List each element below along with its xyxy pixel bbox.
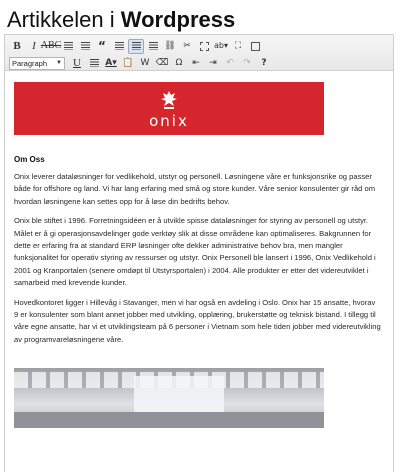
bullet-list-icon — [64, 42, 73, 50]
help-button[interactable]: ? — [261, 57, 267, 68]
kitchen-sink-icon — [251, 42, 260, 51]
redo-button[interactable]: ↷ — [243, 57, 251, 68]
photo-window — [134, 376, 224, 416]
align-right-button[interactable] — [145, 39, 161, 54]
more-tag-icon — [200, 42, 209, 51]
content-paragraph: Hovedkontoret ligger i Hillevåg i Stavanger, men vi har også en avdeling i Oslo. Onix har 15 ansatte, hvorav 9 er konsulenter som blant annet jobber med utvikling, opplæring, brukerstøtte og teknisk bistand. I tillegg til våre egne ansatte, har vi et utviklingsteam på 6 personer i Vietnam som hele tiden jobber med videreutvikling av programvareløsningene våre. — [14, 297, 381, 344]
undo-button[interactable]: ↶ — [226, 57, 234, 68]
underline-button[interactable]: U — [73, 56, 81, 69]
special-character-button[interactable]: Ω — [175, 57, 183, 68]
bullet-list-button[interactable] — [60, 39, 76, 54]
content-paragraph: Onix leverer dataløsninger for vedlikehold, utstyr og personell. Løsningene våre er funksjonsrike og passer både for offshore og land. Vi har lang erfaring med små og store kunder. Våre senior konsulenter gir råd om hvordan løsningene kan settes opp for å løse din bedrifts behov. — [14, 172, 376, 206]
clear-formatting-button[interactable]: ⌫ — [155, 57, 169, 68]
onix-emblem-icon — [158, 89, 180, 111]
page-title — [7, 7, 235, 33]
editor-content[interactable] — [5, 72, 393, 472]
numbered-list-button[interactable] — [77, 39, 93, 54]
editor-toolbar — [5, 35, 393, 71]
align-center-button[interactable] — [128, 39, 144, 54]
page-title-strong: Wordpress — [120, 7, 236, 32]
insert-link-button[interactable]: ⛓ — [164, 40, 176, 51]
onix-logo-image — [14, 82, 324, 135]
content-heading: Om Oss — [14, 155, 45, 164]
paste-text-button[interactable]: 📋 — [122, 57, 134, 68]
photo-floor — [14, 412, 324, 428]
text-color-button[interactable]: A▾ — [105, 57, 117, 68]
spellcheck-button[interactable]: ab▾ — [214, 41, 228, 50]
rich-text-editor — [4, 34, 394, 472]
kitchen-sink-button[interactable] — [247, 39, 263, 54]
office-photo — [14, 368, 324, 428]
toolbar-row-2 — [9, 55, 390, 71]
justify-icon — [90, 59, 99, 67]
page-title-prefix: Artikkelen i — [7, 7, 121, 32]
insert-more-button[interactable] — [196, 39, 212, 54]
format-select[interactable] — [9, 57, 65, 70]
align-left-button[interactable] — [111, 39, 127, 54]
chevron-down-icon: ▼ — [56, 59, 62, 66]
numbered-list-icon — [81, 42, 90, 50]
blockquote-button[interactable]: “ — [98, 39, 106, 53]
logo-text: onix — [149, 111, 189, 130]
paste-word-button[interactable]: W — [140, 57, 150, 68]
indent-button[interactable]: ⇥ — [209, 57, 217, 68]
bold-button[interactable]: B — [13, 39, 21, 52]
align-left-icon — [115, 42, 124, 50]
format-select-value: Paragraph — [12, 58, 48, 68]
italic-button[interactable]: I — [32, 39, 36, 52]
fullscreen-button[interactable]: ⛶ — [234, 40, 242, 51]
strikethrough-button[interactable]: ABC — [40, 40, 62, 51]
align-right-icon — [149, 42, 158, 50]
outdent-button[interactable]: ⇤ — [192, 57, 200, 68]
align-center-icon — [132, 42, 141, 50]
justify-button[interactable] — [86, 56, 102, 71]
content-paragraph: Onix ble stiftet i 1996. Forretningsidéen er å utvikle spisse dataløsninger for styring av personell og utstyr. Målet er å gi operasjonsavdelinger gode verktøy slik at disse områdene kan optimaliseres. Bakgrunnen for dette er erfaring fra at standard ERP løsninger ofte dekker administrative behov bra, men mangler funksjonalitet for operativ styring av ressurser og utstyr. Onix Personell ble lansert i 1996, Onix Vedlikehold i 2001 og Kranportalen (senere omdøpt til Utstyrsportalen) i 2004. Alle produkter er etter det videreutviklet i samarbeid med krevende kunder. — [14, 216, 376, 288]
unlink-button[interactable]: ✂ — [183, 40, 191, 51]
toolbar-row-1 — [9, 38, 390, 54]
